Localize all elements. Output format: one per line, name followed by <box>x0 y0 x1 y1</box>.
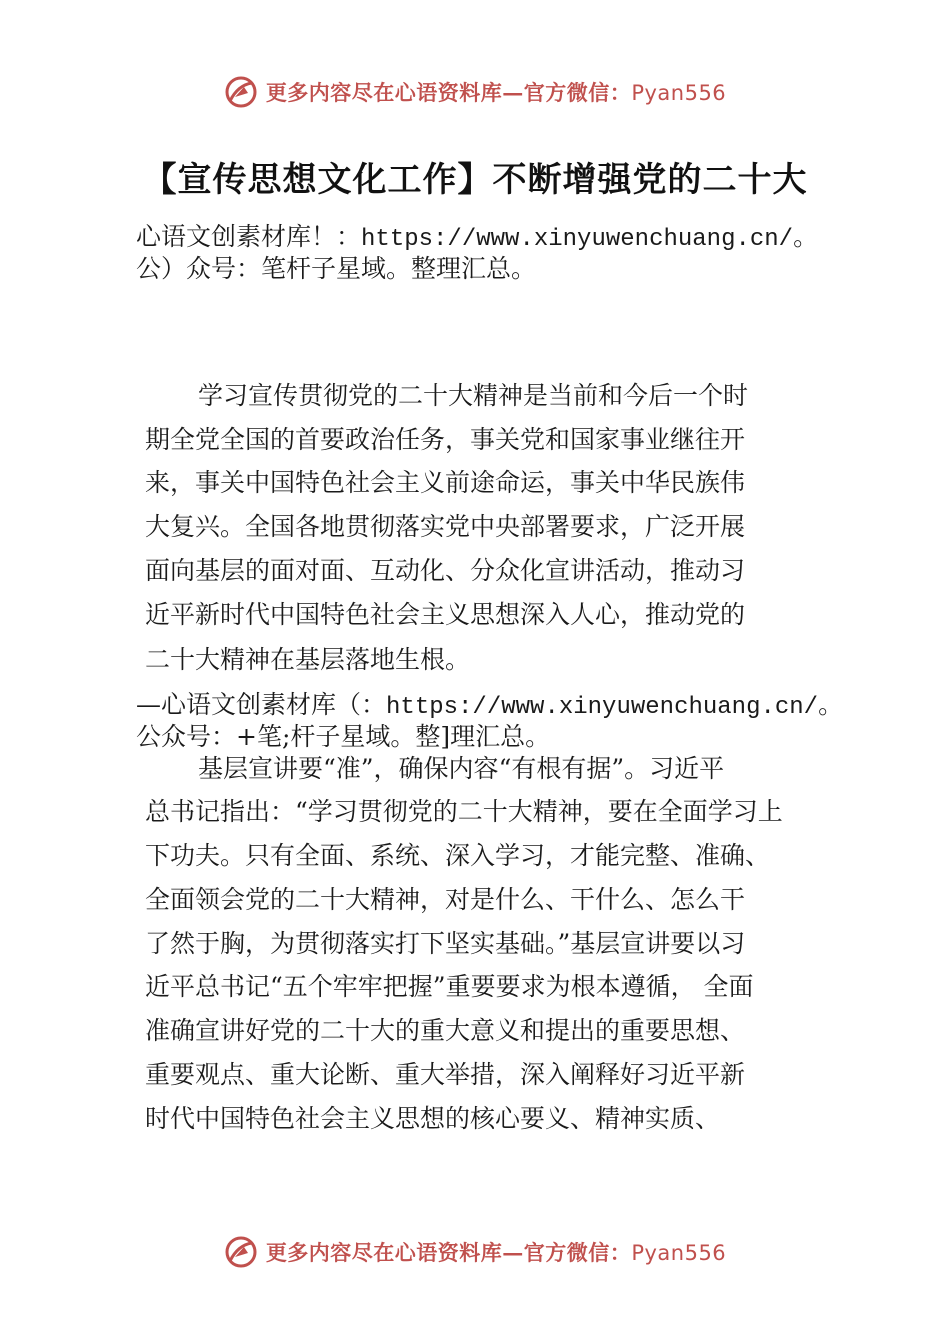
paragraph-2-line: 时代中国特色社会主义思想的核心要义、精神实质、 <box>145 1104 721 1133</box>
source-url: https://www.xinyuwenchuang.cn/ <box>361 226 794 253</box>
header-banner <box>0 72 950 112</box>
source-note-2-line-1 <box>136 690 843 723</box>
paragraph-1-line: 期全党全国的首要政治任务，事关党和国家事业继往开 <box>145 425 746 454</box>
paragraph-2-line: 基层宣讲要“准”，确保内容“有根有据”。习近平 <box>198 754 725 783</box>
source-note-2-prefix: —心语文创素材库（： <box>136 690 387 719</box>
paragraph-1-line: 近平新时代中国特色社会主义思想深入人心，推动党的 <box>145 600 746 629</box>
paragraph-2-line: 近平总书记“五个牢牢把握”重要要求为根本遵循， 全面 <box>145 972 754 1001</box>
paragraph-2-line: 重要观点、重大论断、重大举措，深入阐释好习近平新 <box>145 1060 746 1089</box>
source-note-prefix: 心语文创素材库！： <box>136 222 362 251</box>
source-note-2-suffix: 。 <box>818 690 844 719</box>
paragraph-1-line: 大复兴。全国各地贯彻落实党中央部署要求，广泛开展 <box>145 512 746 541</box>
logo-icon <box>224 75 258 109</box>
paragraph-1-line: 学习宣传贯彻党的二十大精神是当前和今后一个时 <box>198 381 749 410</box>
banner-wechat-id: Pyan556 <box>631 81 727 105</box>
source-note-2-line-2: 公众号：+笔;杆子星域。整]理汇总。 <box>136 722 551 751</box>
banner-text-cn: 更多内容尽在心语资料库—官方微信： <box>265 1240 632 1265</box>
footer-banner <box>0 1232 950 1272</box>
banner-text <box>266 77 726 107</box>
banner-wechat-id: Pyan556 <box>631 1241 727 1265</box>
paragraph-2-line: 准确宣讲好党的二十大的重大意义和提出的重要思想、 <box>145 1016 746 1045</box>
banner-text-cn: 更多内容尽在心语资料库—官方微信： <box>265 80 632 105</box>
page-title: 【宣传思想文化工作】不断增强党的二十大 <box>142 160 808 200</box>
paragraph-1-line: 二十大精神在基层落地生根。 <box>145 645 471 674</box>
source-note-suffix: 。 <box>793 222 819 251</box>
paragraph-2-line: 了然于胸，为贯彻落实打下坚实基础。”基层宣讲要以习 <box>145 929 746 958</box>
paragraph-1-line: 面向基层的面对面、互动化、分众化宣讲活动，推动习 <box>145 556 746 585</box>
source-url-2: https://www.xinyuwenchuang.cn/ <box>386 694 819 721</box>
source-note-line-2: 公）众号：笔杆子星域。整理汇总。 <box>136 254 537 283</box>
paragraph-2-line: 总书记指出：“学习贯彻党的二十大精神，要在全面学习上 <box>145 797 783 826</box>
logo-icon <box>224 1235 258 1269</box>
paragraph-1-line: 来，事关中国特色社会主义前途命运，事关中华民族伟 <box>145 468 746 497</box>
paragraph-2-line: 全面领会党的二十大精神，对是什么、干什么、怎么干 <box>145 885 746 914</box>
paragraph-2-line: 下功夫。只有全面、系统、深入学习，才能完整、准确、 <box>145 841 771 870</box>
banner-text <box>266 1237 726 1267</box>
source-note-line-1 <box>136 222 818 255</box>
